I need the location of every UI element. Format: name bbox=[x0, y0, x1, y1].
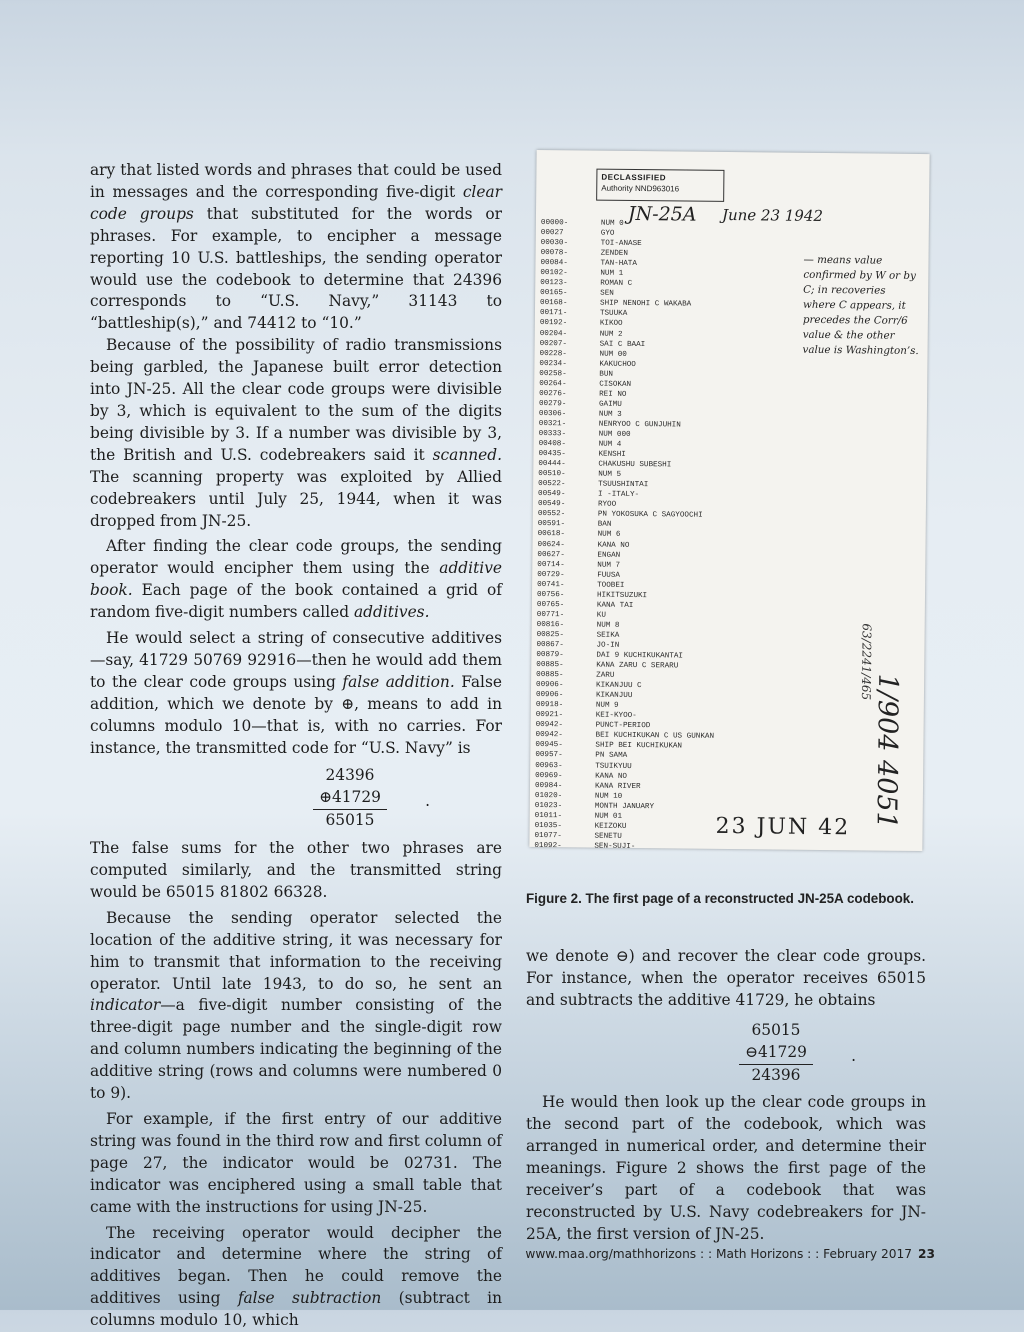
codebook-code: 00969- bbox=[535, 771, 595, 782]
codebook-meaning: NUM 10 bbox=[595, 792, 622, 800]
codebook-code: 00906- bbox=[536, 690, 596, 701]
codebook-meaning: NUM 000 bbox=[599, 431, 631, 439]
codebook-code: 00204- bbox=[540, 329, 600, 340]
codebook-meaning: ZARU bbox=[596, 672, 614, 680]
codebook-meaning: SHIP BEI KUCHIKUKAN bbox=[595, 742, 682, 751]
codebook-meaning: ROMAN C bbox=[600, 280, 632, 288]
paragraph-6: Because the sending operator selected the location of the additive string, it was necessary for him to transmit that information to the receiving operator. Until late 1943, to do so, he sent an indicator—a five-digit number consisting of the three-digit page number and the single-digit row and column numbers indicating the beginning of the additive string (rows and columns were numbered 0 to 9). bbox=[90, 908, 502, 1105]
equation-middle: ⊕41729 bbox=[260, 787, 440, 809]
codebook-code: 00906- bbox=[536, 680, 596, 691]
figure-caption: Figure 2. The first page of a reconstructed JN-25A codebook. bbox=[526, 890, 926, 907]
codebook-meaning: KANA ZARU C SERARU bbox=[596, 662, 678, 671]
codebook-meaning: KANA RIVER bbox=[595, 782, 641, 790]
codebook-code: 00729- bbox=[537, 570, 597, 581]
codebook-code: 00624- bbox=[537, 539, 597, 550]
equation-middle: ⊖41729 bbox=[686, 1042, 866, 1064]
codebook-code: 00435- bbox=[538, 449, 598, 460]
codebook-meaning: BEI KUCHIKUKAN C US GUNKAN bbox=[595, 732, 714, 741]
paragraph-2: Because of the possibility of radio transmissions being garbled, the Japanese built error detection into JN-25. All the clear code groups were divisible by 3, which is equivalent to the sum of the digits being divisible by 3. If a number was divisible by 3, the British and U.S. codebreakers said it scanned. The scanning property was exploited by Allied codebreakers until July 25, 1944, when it was dropped from JN-25. bbox=[90, 335, 502, 532]
codebook-code: 00942- bbox=[536, 720, 596, 731]
codebook-code: 01023- bbox=[535, 801, 595, 812]
codebook-meaning: KEIZOKU bbox=[595, 822, 627, 830]
equation-period: . bbox=[425, 791, 430, 813]
codebook-code: 00885- bbox=[536, 660, 596, 671]
codebook-code: 00165- bbox=[540, 288, 600, 299]
codebook-code: 00741- bbox=[537, 580, 597, 591]
codebook-code: 00957- bbox=[535, 750, 595, 761]
codebook-code: 00027 bbox=[541, 228, 601, 239]
codebook-code: 00321- bbox=[539, 419, 599, 430]
codebook-code: 00549- bbox=[538, 499, 598, 510]
codebook-code: 00444- bbox=[538, 459, 598, 470]
codebook-meaning: NUM 01 bbox=[595, 812, 622, 820]
figure-2 bbox=[529, 149, 933, 854]
paragraph-7: For example, if the first entry of our additive string was found in the third row and first column of page 27, the indicator would be 02731. The indicator was enciphered using a small table that came with the instructions for using JN-25. bbox=[90, 1109, 502, 1219]
codebook-meaning: NUM 3 bbox=[599, 411, 622, 419]
handwritten-date: June 23 1942 bbox=[722, 206, 823, 225]
codebook-code: 00879- bbox=[536, 650, 596, 661]
codebook-code: 00522- bbox=[538, 479, 598, 490]
side-note-large: 1/904 4051 bbox=[871, 674, 904, 829]
equation-period: . bbox=[851, 1046, 856, 1068]
declassified-stamp bbox=[596, 169, 724, 202]
codebook-meaning: CHAKUSHU SUBESHI bbox=[598, 461, 671, 470]
codebook-code: 00771- bbox=[537, 610, 597, 621]
codebook-meaning: NUM 0 bbox=[601, 220, 624, 228]
codebook-meaning: NUM 1 bbox=[600, 270, 623, 278]
codebook-meaning: ENGAN bbox=[597, 551, 620, 559]
codebook-meaning: MONTH JANUARY bbox=[595, 802, 654, 811]
codebook-meaning: SHIP NENOHI C WAKABA bbox=[600, 300, 691, 309]
codebook-code: 00258- bbox=[539, 369, 599, 380]
paragraph-8: The receiving operator would decipher the indicator and determine where the string of additives began. Then he could remove the additives using false subtraction (subtract in columns modulo 10, which bbox=[90, 1223, 502, 1332]
codebook-meaning: ZENDEN bbox=[601, 250, 628, 258]
codebook-code: 00333- bbox=[539, 429, 599, 440]
equation-result: 24396 bbox=[686, 1065, 866, 1087]
codebook-meaning: SEN bbox=[600, 290, 614, 298]
left-column bbox=[90, 160, 502, 1332]
codebook-meaning: PUNCT-PERIOD bbox=[596, 722, 651, 731]
codebook-meaning: NUM 8 bbox=[597, 621, 620, 629]
false-addition-equation bbox=[260, 765, 440, 832]
stamp-title: DECLASSIFIED bbox=[601, 172, 719, 184]
codebook-meaning: NUM 00 bbox=[599, 350, 626, 358]
codebook-code: 00030- bbox=[541, 238, 601, 249]
codebook-meaning: KU bbox=[597, 611, 606, 619]
codebook-code: 00816- bbox=[537, 620, 597, 631]
codebook-code: 00552- bbox=[538, 509, 598, 520]
codebook-meaning: TOI-ANASE bbox=[601, 240, 642, 248]
codebook-meaning: TSUUSHINTAI bbox=[598, 481, 648, 490]
codebook-code: 00234- bbox=[539, 359, 599, 370]
codebook-meaning: HIKITSUZUKI bbox=[597, 591, 647, 600]
paragraph-10: He would then look up the clear code groups in the second part of the codebook, which was arranged in numerical order, and determine their meanings. Figure 2 shows the first page of the receiver’s part of a codebook that was reconstructed by U.S. Navy codebreakers for JN-25A, the first version of JN-25. bbox=[526, 1092, 926, 1245]
codebook-meaning: KAKUCHOO bbox=[599, 360, 636, 368]
paragraph-3: After finding the clear code groups, the sending operator would encipher them using the additive book. Each page of the book contained a grid of random five-digit numbers called additives. bbox=[90, 536, 502, 624]
codebook-code: 00867- bbox=[536, 640, 596, 651]
codebook-meaning: KIKANJUU bbox=[596, 692, 633, 700]
codebook-code: 00084- bbox=[540, 258, 600, 269]
codebook-meaning: RYOO bbox=[598, 501, 616, 509]
codebook-code: 00123- bbox=[540, 278, 600, 289]
codebook-code: 00510- bbox=[538, 469, 598, 480]
codebook-meaning: NUM 5 bbox=[598, 471, 621, 479]
codebook-meaning: TSUIKYUU bbox=[595, 762, 632, 770]
codebook-meaning: KANA NO bbox=[597, 541, 629, 549]
codebook-meaning: PN YOKOSUKA C SAGYOOCHI bbox=[598, 511, 703, 520]
codebook-meaning: NUM 9 bbox=[596, 702, 619, 710]
codebook-meaning: NUM 2 bbox=[600, 330, 623, 338]
codebook-code: 00618- bbox=[538, 529, 598, 540]
codebook-code: 00714- bbox=[537, 560, 597, 571]
codebook-code: 00963- bbox=[535, 761, 595, 772]
false-subtraction-equation bbox=[686, 1020, 866, 1087]
codebook-code: 00921- bbox=[536, 710, 596, 721]
date-stamp: 23 JUN 42 bbox=[715, 814, 850, 840]
codebook-rows bbox=[533, 218, 801, 851]
codebook-code: 00207- bbox=[540, 339, 600, 350]
codebook-code: 01020- bbox=[535, 791, 595, 802]
codebook-row bbox=[534, 841, 794, 851]
codebook-code: 00627- bbox=[537, 550, 597, 561]
codebook-code: 00756- bbox=[537, 590, 597, 601]
handwritten-title: JN-25A bbox=[628, 203, 697, 226]
codebook-meaning: CISOKAN bbox=[599, 380, 631, 388]
codebook-meaning: KANA NO bbox=[595, 772, 627, 780]
codebook-code: 00765- bbox=[537, 600, 597, 611]
codebook-code: 00591- bbox=[538, 519, 598, 530]
codebook-meaning: GAIMU bbox=[599, 400, 622, 408]
codebook-meaning: TOOBEI bbox=[597, 581, 624, 589]
codebook-code: 00102- bbox=[540, 268, 600, 279]
codebook-scan bbox=[529, 150, 929, 851]
codebook-code: 00549- bbox=[538, 489, 598, 500]
codebook-meaning: SAI C BAAI bbox=[600, 340, 646, 348]
right-column bbox=[526, 946, 926, 1246]
codebook-meaning: GYO bbox=[601, 230, 615, 238]
codebook-code: 00825- bbox=[537, 630, 597, 641]
codebook-code: 00264- bbox=[539, 379, 599, 390]
stamp-authority: Authority NND963016 bbox=[601, 184, 679, 194]
codebook-code: 01077- bbox=[534, 831, 594, 842]
codebook-meaning: JO-IN bbox=[596, 642, 619, 650]
codebook-code: 00279- bbox=[539, 399, 599, 410]
footer-text: www.maa.org/mathhorizons : : Math Horizons : : February 2017 bbox=[525, 1247, 912, 1261]
codebook-code: 00171- bbox=[540, 308, 600, 319]
codebook-meaning: NENRYOO C GUNJUHIN bbox=[599, 421, 681, 430]
codebook-code: 00276- bbox=[539, 389, 599, 400]
codebook-code: 00984- bbox=[535, 781, 595, 792]
codebook-meaning: DAI 9 KUCHIKUKANTAI bbox=[596, 652, 683, 661]
equation-top: 24396 bbox=[260, 765, 440, 787]
paragraph-9: we denote ⊖) and recover the clear code groups. For instance, when the operator receives 65015 and subtracts the additive 41729, he obtains bbox=[526, 946, 926, 1012]
handwritten-note: — means value confirmed by W or by C; in recoveries where C appears, it precedes the Corr/6 value & the other value is Washington’s. bbox=[802, 253, 921, 359]
codebook-meaning: SENETU bbox=[594, 832, 621, 840]
codebook-meaning: KIKANJUU C bbox=[596, 682, 642, 690]
codebook-code: 00942- bbox=[535, 730, 595, 741]
codebook-code: 00000- bbox=[541, 218, 601, 229]
codebook-meaning: FUUSA bbox=[597, 571, 620, 579]
codebook-meaning: TSUUKA bbox=[600, 310, 627, 318]
codebook-meaning: PN SAMA bbox=[595, 752, 627, 760]
paragraph-1: ary that listed words and phrases that could be used in messages and the corresponding five-digit clear code groups that substituted for the words or phrases. For example, to encipher a message reporting 10 U.S. battleships, the sending operator would use the codebook to determine that 24396 corresponds to “U.S. Navy,” 31143 to “battleship(s),” and 74412 to “10.” bbox=[90, 160, 502, 335]
codebook-meaning: I -ITALY- bbox=[598, 491, 639, 499]
codebook-code: 00408- bbox=[539, 439, 599, 450]
page-footer bbox=[510, 1247, 935, 1261]
codebook-code: 01035- bbox=[535, 821, 595, 832]
codebook-meaning: BAN bbox=[598, 521, 612, 529]
codebook-meaning: REI NO bbox=[599, 390, 626, 398]
paragraph-4: He would select a string of consecutive additives—say, 41729 50769 92916—then he would add them to the clear code groups using false addition. False addition, which we denote by ⊕, means to add in columns modulo 10—that is, with no carries. For instance, the transmitted code for “U.S. Navy” is bbox=[90, 628, 502, 759]
codebook-meaning: BUN bbox=[599, 370, 613, 378]
codebook-meaning: NUM 6 bbox=[598, 531, 621, 539]
codebook-meaning: TAN-HATA bbox=[600, 260, 637, 268]
equation-result: 65015 bbox=[260, 810, 440, 832]
codebook-code: 01092- bbox=[534, 841, 594, 851]
codebook-code: 00918- bbox=[536, 700, 596, 711]
equation-top: 65015 bbox=[686, 1020, 866, 1042]
codebook-meaning: SEIKA bbox=[597, 632, 620, 640]
codebook-code: 01011- bbox=[535, 811, 595, 822]
codebook-code: 00192- bbox=[540, 318, 600, 329]
paragraph-5: The false sums for the other two phrases are computed similarly, and the transmitted string would be 65015 81802 66328. bbox=[90, 838, 502, 904]
codebook-meaning: KIKOO bbox=[600, 320, 623, 328]
codebook-meaning: KEI-KYOO- bbox=[596, 712, 637, 720]
codebook-code: 00945- bbox=[535, 740, 595, 751]
codebook-code: 00228- bbox=[539, 349, 599, 360]
side-note-small: 63/2241/465 bbox=[859, 623, 874, 700]
page-number: 23 bbox=[918, 1247, 935, 1261]
codebook-code: 00168- bbox=[540, 298, 600, 309]
codebook-code: 00306- bbox=[539, 409, 599, 420]
codebook-meaning: KENSHI bbox=[598, 451, 625, 459]
codebook-code: 00885- bbox=[536, 670, 596, 681]
codebook-meaning: SEN-SUJI- bbox=[594, 843, 635, 851]
codebook-meaning: NUM 4 bbox=[599, 441, 622, 449]
codebook-meaning: NUM 7 bbox=[597, 561, 620, 569]
codebook-code: 00078- bbox=[541, 248, 601, 259]
codebook-meaning: KANA TAI bbox=[597, 601, 634, 609]
